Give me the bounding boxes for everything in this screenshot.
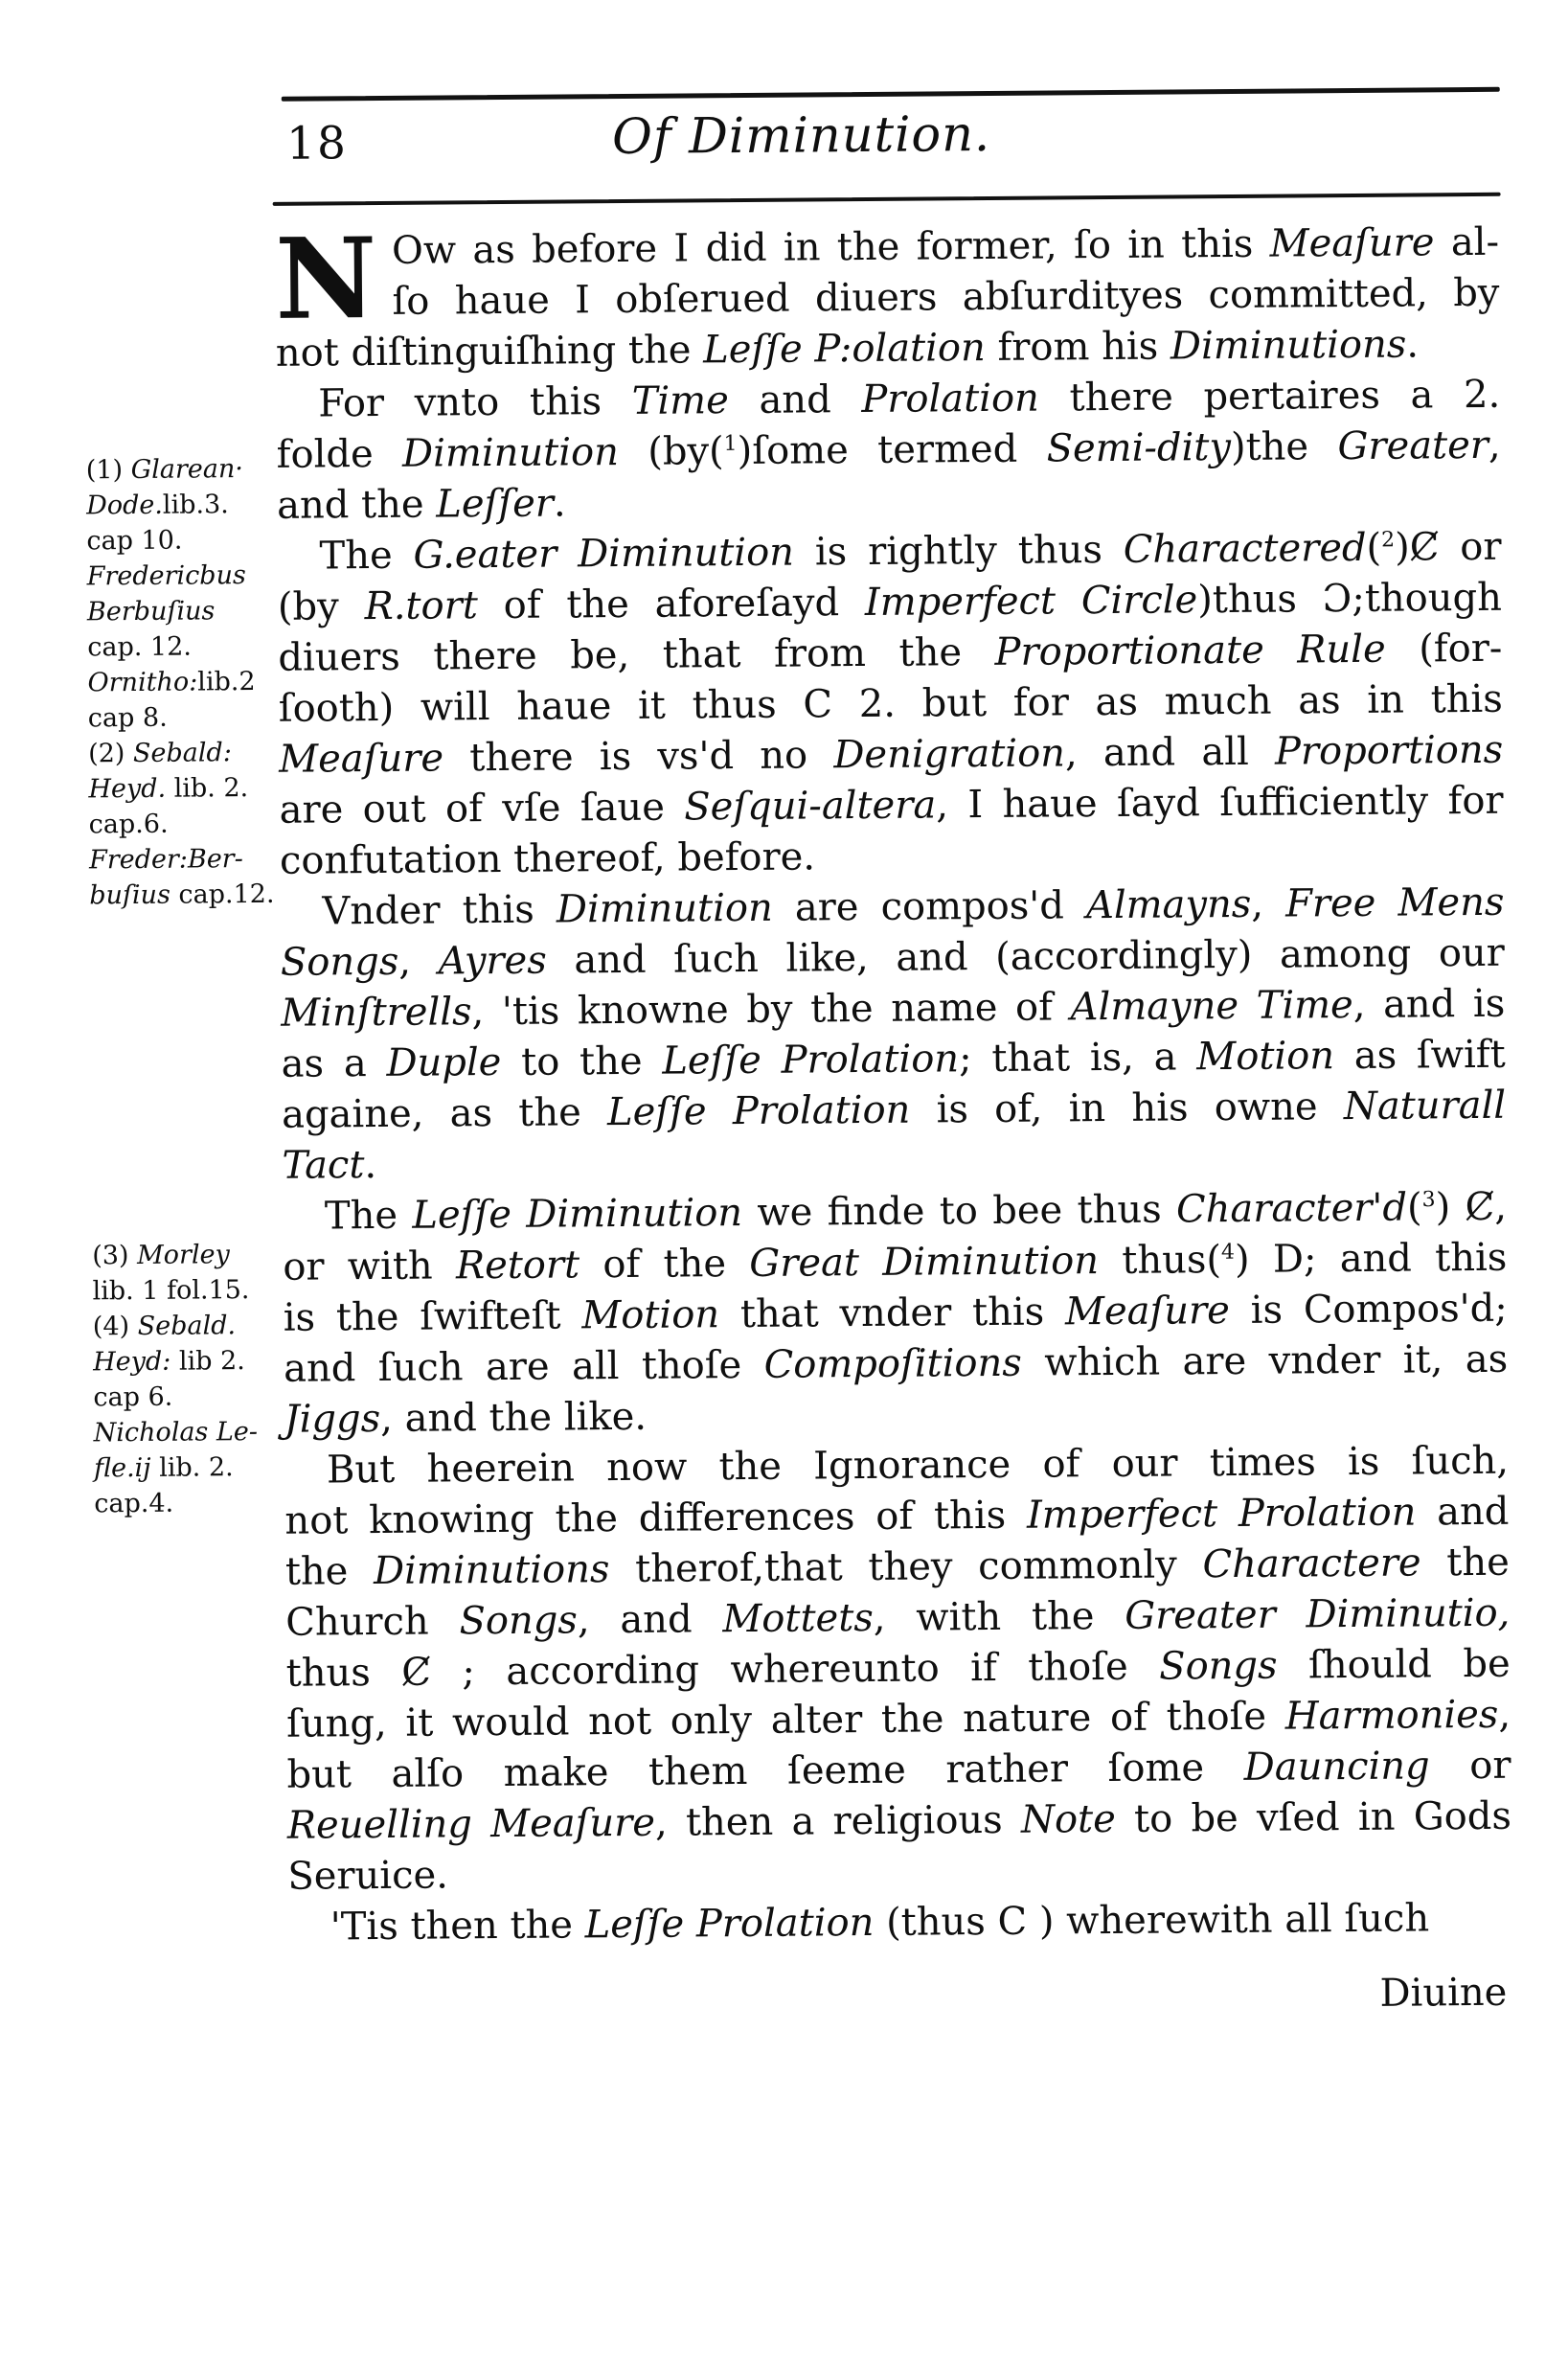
margin-note-line: (1) Glarean· [85, 454, 244, 486]
text-line: For vnto this Time and Prolation there pertaires a 2. [318, 372, 1501, 426]
margin-note-line: Freder:Ber- [88, 844, 243, 876]
text-line: confutation thereof, before. [279, 834, 816, 883]
text-line: ſooth) will haue it thus C 2. but for as much as in this [278, 676, 1503, 731]
text-line: is the ſwifteſt Motion that vnder this Meaſure is Compos'd; [283, 1286, 1508, 1340]
paragraph [284, 1436, 1512, 1903]
text-line: Meaſure there is vs'd no Denigration, and all Proportions [279, 727, 1504, 782]
text-line: Songs, Ayres and ſuch like, and (accordingly) among our [280, 930, 1505, 985]
text-line: Ow as before I did in the former, ſo in this Meaſure al- [391, 219, 1500, 273]
text-line: The G.eater Diminution is rightly thus Charactered($^2$)Ȼ or [319, 524, 1502, 579]
text-line: Reuelling Meaſure, then a religious Note to be vſed in Gods [286, 1793, 1512, 1848]
text-line: are out of vſe ſaue Seſqui-altera, I haue ſayd ſufficiently for [279, 778, 1504, 833]
text-line: or with Retort of the Great Diminution thus($^4$) D; and this [283, 1235, 1508, 1289]
text-line: thus Ȼ ; according whereunto if thoſe Songs ſhould be [285, 1641, 1511, 1696]
margin-note-line: cap.6. [88, 809, 169, 840]
paragraph [280, 878, 1506, 1192]
text-line: and ſuch are all thoſe Compoſitions which are vnder it, as [284, 1336, 1509, 1391]
running-title: Of Diminution. [611, 105, 991, 167]
text-line: ſung, it would not only alter the nature of thoſe Harmonies, [285, 1692, 1511, 1746]
margin-note-line: Heyd. lib. 2. [88, 773, 249, 805]
text-line: Tact. [282, 1143, 377, 1188]
text-line: 'Tis then the Leſſe Prolation (thus C ) wherewith all ſuch [330, 1896, 1430, 1950]
paragraph [283, 1182, 1509, 1446]
margin-note-line: Ornitho:lib.2 [87, 667, 256, 698]
margin-notes-column [0, 5, 291, 2373]
paragraph [277, 522, 1504, 887]
margin-note-line: cap 10. [86, 525, 183, 557]
text-line: and the Leſſer. [276, 481, 566, 528]
text-line: Seruice. [287, 1853, 449, 1899]
page-number: 18 [285, 117, 349, 171]
text-line: not knowing the differences of this Imperfect Prolation and [284, 1489, 1510, 1543]
margin-note-line: Berbuſius [86, 596, 216, 627]
text-line: the Diminutions therof,that they commonly Charactere the [284, 1540, 1511, 1594]
text-line: Vnder this Diminution are compos'd Almayns, Free Mens [322, 879, 1505, 934]
margin-note [86, 451, 296, 914]
text-line: againe, as the Leſſe Prolation is of, in his owne Naturall [281, 1083, 1507, 1137]
text-line: Jiggs, and the like. [284, 1394, 648, 1442]
header-rule-top [282, 87, 1500, 102]
margin-note-line: (3) Morley [92, 1240, 230, 1271]
margin-note-line: (2) Sebald: [88, 738, 232, 769]
text-line: Church Songs, and Mottets, with the Greater Diminutio, [285, 1590, 1511, 1645]
margin-note-line: lib. 1 fol.15. [92, 1275, 250, 1307]
body-text-column [274, 213, 1512, 1953]
margin-note-line: cap 6. [93, 1381, 173, 1413]
text-line: ſo haue I obſerued diuers abſurdityes committed, by [392, 270, 1500, 324]
text-line: (by R.tort of the aforeſayd Imperfect Circle)thus Ɔ;though [277, 575, 1503, 629]
header-rule-bottom [273, 193, 1501, 206]
paragraph [276, 370, 1501, 532]
margin-note-line: Fredericbus [86, 560, 246, 592]
text-line: diuers there be, that from the Proportionate Rule (for- [278, 626, 1503, 680]
margin-note-line: Heyd: lib 2. [93, 1346, 245, 1378]
catchword: Diuine [1379, 1970, 1508, 2016]
margin-note-line: (4) Sebald. [92, 1311, 237, 1342]
margin-note-line: Nicholas Le- [93, 1417, 259, 1449]
paragraph [274, 213, 1500, 379]
text-line: Minſtrells, 'tis knowne by the name of Almayne Time, and is [281, 981, 1506, 1036]
drop-cap-initial: N [274, 213, 377, 345]
margin-note-line: cap 8. [87, 702, 168, 734]
paragraph [288, 1893, 1512, 1953]
text-line: folde Diminution (by($^1$)ſome termed Semi-dity)the Greater, [276, 422, 1501, 477]
margin-note [92, 1237, 300, 1522]
margin-note-line: cap. 12. [87, 631, 193, 663]
text-line: The Leſſe Diminution we finde to bee thus Character'd($^3$) Ȼ, [324, 1184, 1508, 1239]
text-line: But heerein now the Ignorance of our times is ſuch, [326, 1438, 1510, 1493]
text-line: as a Duple to the Leſſe Prolation; that is, a Motion as ſwift [281, 1032, 1506, 1086]
margin-note-line: fle.ij lib. 2. [93, 1452, 234, 1484]
text-line: but alſo make them ſeeme rather ſome Dauncing or [286, 1743, 1511, 1797]
margin-note-line: buſius cap.12. [89, 878, 275, 911]
margin-note-line: cap.4. [94, 1488, 174, 1519]
margin-note-line: Dode.lib.3. [85, 490, 229, 521]
text-line: not diſtinguiſhing the Leſſe P:olation from his Diminutions. [275, 322, 1420, 376]
